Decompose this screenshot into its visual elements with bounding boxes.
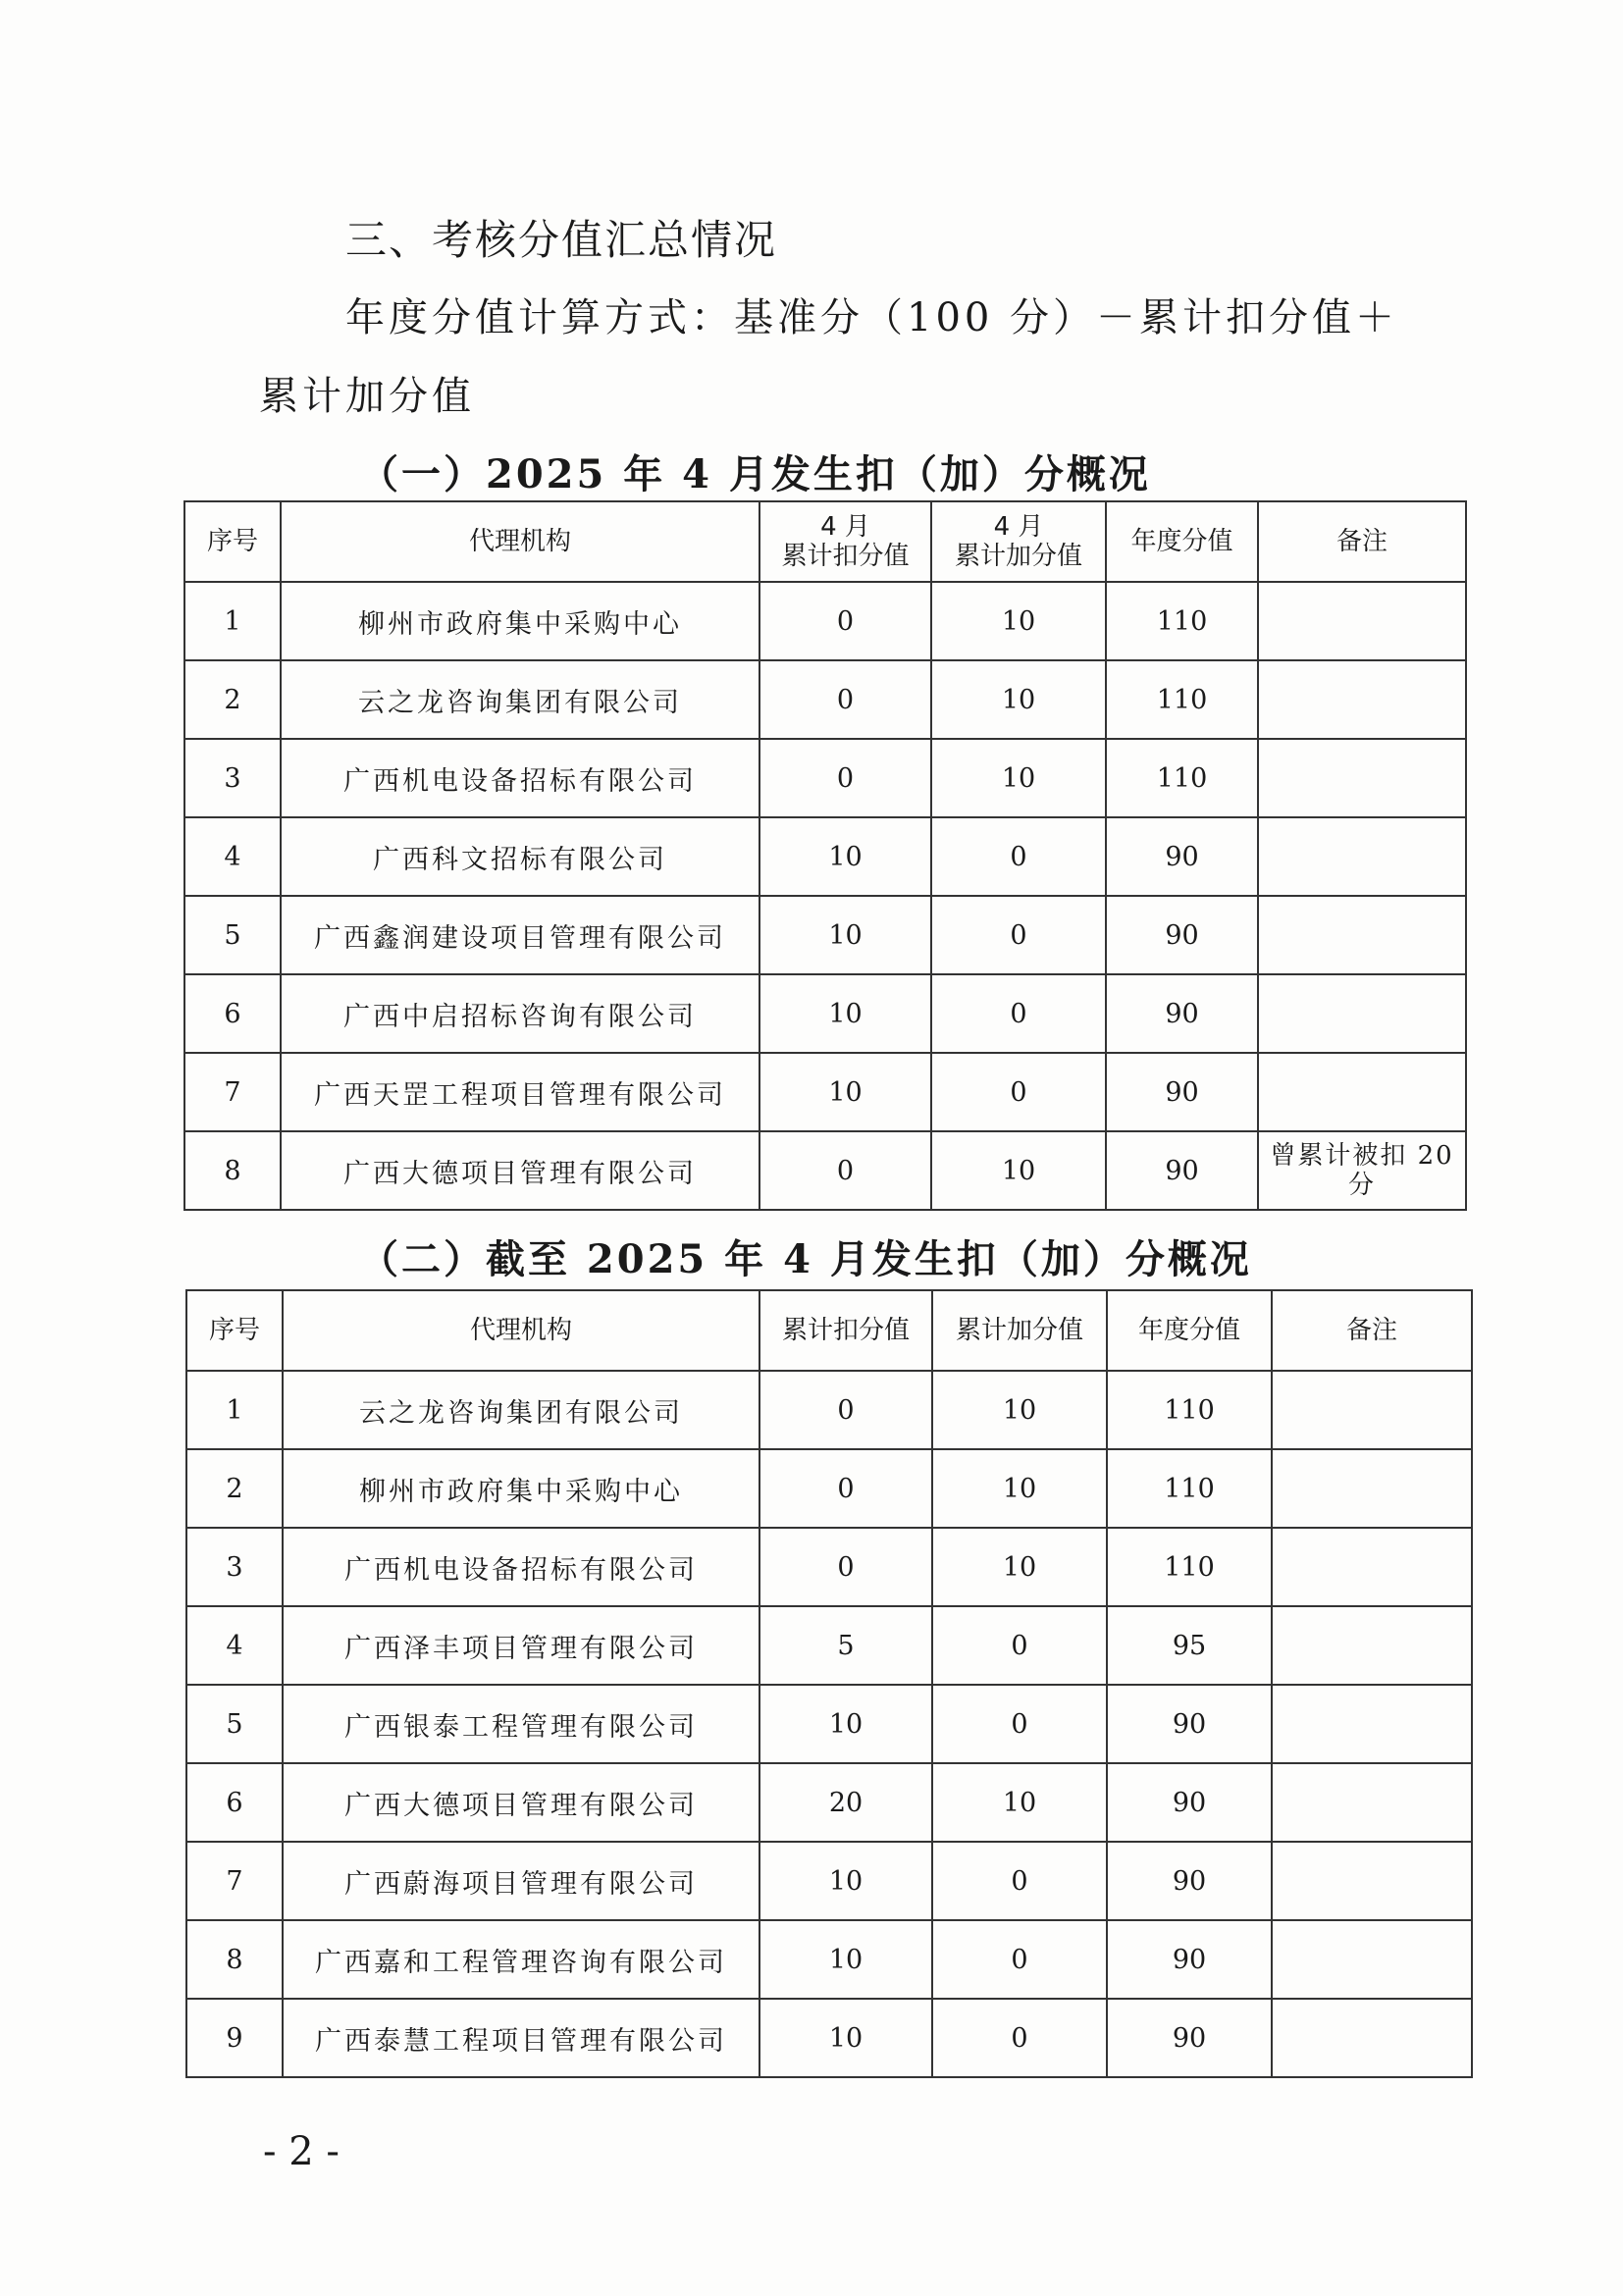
cell-addition: 10 bbox=[932, 1449, 1107, 1528]
header-addition-line1: 4 月 bbox=[993, 512, 1044, 542]
cell-note bbox=[1258, 1053, 1466, 1131]
cell-addition: 10 bbox=[932, 1371, 1107, 1449]
header-seq: 序号 bbox=[186, 1290, 283, 1371]
cell-note bbox=[1258, 660, 1466, 739]
table-row bbox=[184, 660, 1466, 739]
cell-seq: 5 bbox=[186, 1685, 283, 1763]
cell-deduction: 0 bbox=[759, 582, 931, 660]
cell-note bbox=[1258, 817, 1466, 896]
cell-deduction: 10 bbox=[759, 817, 931, 896]
cell-deduction: 10 bbox=[759, 1685, 932, 1763]
header-deduction-line2: 累计扣分值 bbox=[781, 542, 910, 571]
cell-org: 广西泽丰项目管理有限公司 bbox=[283, 1606, 759, 1685]
cell-addition: 0 bbox=[932, 1685, 1107, 1763]
table-row bbox=[184, 582, 1466, 660]
cell-annual: 90 bbox=[1106, 1053, 1258, 1131]
header-annual: 年度分值 bbox=[1107, 1290, 1272, 1371]
cell-annual: 90 bbox=[1107, 1842, 1272, 1920]
table-row bbox=[184, 817, 1466, 896]
cell-org: 广西机电设备招标有限公司 bbox=[283, 1528, 759, 1606]
table-header-row bbox=[184, 501, 1466, 582]
cell-annual: 90 bbox=[1106, 817, 1258, 896]
table-april-summary bbox=[183, 500, 1467, 1211]
cell-seq: 1 bbox=[184, 582, 281, 660]
table-row bbox=[184, 1131, 1466, 1210]
cell-deduction: 10 bbox=[759, 1999, 932, 2077]
cell-deduction: 20 bbox=[759, 1763, 932, 1842]
cell-deduction: 0 bbox=[759, 1528, 932, 1606]
cell-deduction: 10 bbox=[759, 896, 931, 974]
cell-org: 广西银泰工程管理有限公司 bbox=[283, 1685, 759, 1763]
header-note: 备注 bbox=[1272, 1290, 1472, 1371]
cell-note bbox=[1272, 1528, 1472, 1606]
page-number: - 2 - bbox=[263, 2129, 340, 2174]
cell-deduction: 0 bbox=[759, 739, 931, 817]
cell-seq: 4 bbox=[184, 817, 281, 896]
cell-annual: 110 bbox=[1106, 660, 1258, 739]
cell-seq: 6 bbox=[186, 1763, 283, 1842]
cell-annual: 90 bbox=[1106, 974, 1258, 1053]
cell-seq: 1 bbox=[186, 1371, 283, 1449]
header-deduction-line1: 4 月 bbox=[820, 512, 870, 542]
cell-deduction: 10 bbox=[759, 1920, 932, 1999]
table-row bbox=[186, 1371, 1472, 1449]
header-addition-line2: 累计加分值 bbox=[954, 542, 1082, 571]
cell-annual: 90 bbox=[1107, 1685, 1272, 1763]
section-heading: 三、考核分值汇总情况 bbox=[345, 216, 778, 264]
cell-deduction: 5 bbox=[759, 1606, 932, 1685]
cell-seq: 3 bbox=[184, 739, 281, 817]
cell-seq: 4 bbox=[186, 1606, 283, 1685]
cell-org: 云之龙咨询集团有限公司 bbox=[283, 1371, 759, 1449]
header-note: 备注 bbox=[1258, 501, 1466, 582]
cell-seq: 3 bbox=[186, 1528, 283, 1606]
cell-deduction: 0 bbox=[759, 1371, 932, 1449]
cell-note bbox=[1258, 974, 1466, 1053]
cell-annual: 110 bbox=[1106, 582, 1258, 660]
table-cumulative-summary bbox=[185, 1289, 1473, 2078]
cell-note bbox=[1272, 1999, 1472, 2077]
cell-addition: 10 bbox=[931, 739, 1106, 817]
cell-org: 广西嘉和工程管理咨询有限公司 bbox=[283, 1920, 759, 1999]
cell-addition: 0 bbox=[932, 1999, 1107, 2077]
cell-org: 广西大德项目管理有限公司 bbox=[281, 1131, 759, 1210]
cell-deduction: 0 bbox=[759, 1449, 932, 1528]
table-row bbox=[186, 1449, 1472, 1528]
cell-annual: 90 bbox=[1106, 1131, 1258, 1210]
cell-note bbox=[1272, 1920, 1472, 1999]
cell-seq: 7 bbox=[184, 1053, 281, 1131]
cell-org: 云之龙咨询集团有限公司 bbox=[281, 660, 759, 739]
header-deduction bbox=[759, 501, 931, 582]
table1-caption: （一）2025 年 4 月发生扣（加）分概况 bbox=[359, 451, 1151, 497]
cell-note bbox=[1272, 1685, 1472, 1763]
cell-annual: 110 bbox=[1107, 1449, 1272, 1528]
cell-addition: 10 bbox=[932, 1528, 1107, 1606]
table-header-row bbox=[186, 1290, 1472, 1371]
cell-addition: 0 bbox=[931, 1053, 1106, 1131]
cell-addition: 10 bbox=[931, 1131, 1106, 1210]
table-row bbox=[186, 1920, 1472, 1999]
header-deduction: 累计扣分值 bbox=[759, 1290, 932, 1371]
cell-seq: 6 bbox=[184, 974, 281, 1053]
table2-caption: （二）截至 2025 年 4 月发生扣（加）分概况 bbox=[359, 1236, 1252, 1282]
cell-org: 广西泰慧工程项目管理有限公司 bbox=[283, 1999, 759, 2077]
cell-annual: 90 bbox=[1107, 1920, 1272, 1999]
cell-note bbox=[1258, 739, 1466, 817]
cell-annual: 110 bbox=[1107, 1371, 1272, 1449]
cell-addition: 10 bbox=[931, 660, 1106, 739]
table-row bbox=[186, 1763, 1472, 1842]
cell-org: 广西机电设备招标有限公司 bbox=[281, 739, 759, 817]
header-seq: 序号 bbox=[184, 501, 281, 582]
cell-org: 柳州市政府集中采购中心 bbox=[283, 1449, 759, 1528]
cell-org: 广西科文招标有限公司 bbox=[281, 817, 759, 896]
cell-annual: 110 bbox=[1106, 739, 1258, 817]
formula-line-1: 年度分值计算方式：基准分（100 分）－累计扣分值＋ bbox=[345, 295, 1399, 340]
cell-org: 广西大德项目管理有限公司 bbox=[283, 1763, 759, 1842]
cell-org: 广西中启招标咨询有限公司 bbox=[281, 974, 759, 1053]
cell-org: 广西鑫润建设项目管理有限公司 bbox=[281, 896, 759, 974]
cell-seq: 8 bbox=[184, 1131, 281, 1210]
cell-deduction: 0 bbox=[759, 660, 931, 739]
table-row bbox=[186, 1606, 1472, 1685]
cell-deduction: 0 bbox=[759, 1131, 931, 1210]
cell-seq: 5 bbox=[184, 896, 281, 974]
table-row bbox=[184, 974, 1466, 1053]
cell-org: 广西天罡工程项目管理有限公司 bbox=[281, 1053, 759, 1131]
table-row bbox=[186, 1528, 1472, 1606]
cell-note bbox=[1272, 1763, 1472, 1842]
cell-note bbox=[1258, 582, 1466, 660]
header-org: 代理机构 bbox=[281, 501, 759, 582]
table-row bbox=[184, 1053, 1466, 1131]
cell-annual: 90 bbox=[1106, 896, 1258, 974]
cell-addition: 10 bbox=[931, 582, 1106, 660]
cell-note bbox=[1272, 1371, 1472, 1449]
cell-addition: 0 bbox=[931, 974, 1106, 1053]
cell-annual: 110 bbox=[1107, 1528, 1272, 1606]
cell-org: 广西蔚海项目管理有限公司 bbox=[283, 1842, 759, 1920]
cell-seq: 2 bbox=[184, 660, 281, 739]
cell-annual: 95 bbox=[1107, 1606, 1272, 1685]
cell-seq: 8 bbox=[186, 1920, 283, 1999]
cell-note bbox=[1272, 1842, 1472, 1920]
header-addition bbox=[931, 501, 1106, 582]
cell-annual: 90 bbox=[1107, 1999, 1272, 2077]
formula-line-2: 累计加分值 bbox=[259, 374, 475, 419]
header-annual: 年度分值 bbox=[1106, 501, 1258, 582]
cell-org: 柳州市政府集中采购中心 bbox=[281, 582, 759, 660]
cell-deduction: 10 bbox=[759, 1842, 932, 1920]
table-row bbox=[186, 1842, 1472, 1920]
cell-note bbox=[1272, 1449, 1472, 1528]
table-row bbox=[186, 1685, 1472, 1763]
cell-addition: 0 bbox=[932, 1920, 1107, 1999]
cell-note: 曾累计被扣 20 分 bbox=[1258, 1131, 1466, 1210]
cell-addition: 10 bbox=[932, 1763, 1107, 1842]
table-row bbox=[184, 896, 1466, 974]
cell-note bbox=[1272, 1606, 1472, 1685]
cell-seq: 9 bbox=[186, 1999, 283, 2077]
header-org: 代理机构 bbox=[283, 1290, 759, 1371]
header-addition: 累计加分值 bbox=[932, 1290, 1107, 1371]
cell-addition: 0 bbox=[932, 1606, 1107, 1685]
cell-addition: 0 bbox=[931, 896, 1106, 974]
cell-deduction: 10 bbox=[759, 1053, 931, 1131]
cell-addition: 0 bbox=[931, 817, 1106, 896]
table-row bbox=[184, 739, 1466, 817]
cell-deduction: 10 bbox=[759, 974, 931, 1053]
cell-seq: 2 bbox=[186, 1449, 283, 1528]
cell-seq: 7 bbox=[186, 1842, 283, 1920]
cell-note bbox=[1258, 896, 1466, 974]
cell-addition: 0 bbox=[932, 1842, 1107, 1920]
table-row bbox=[186, 1999, 1472, 2077]
cell-annual: 90 bbox=[1107, 1763, 1272, 1842]
